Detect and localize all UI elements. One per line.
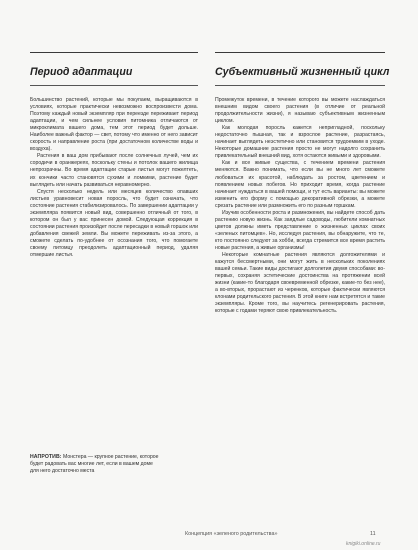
paragraph: Промежуток времени, в течение которого вы можете наслаждаться внешним видом своего растения (в отличие от реальной продолжительности жизни), я называю субъективным жизненным циклом. (215, 97, 385, 125)
paragraph: Как молодая поросль кажется непригладной, поскольку недостаточно пышная, так и взрослое растение, разрастаясь, начинает выглядеть неэстетично или становится трудоемким в уходе. Некоторые домашние растения просто не могут надолго сохранить привлекательный внешний вид, хотя остаются живыми и здоровыми. (215, 125, 385, 160)
page-footer (0, 531, 418, 541)
paragraph: Спустя несколько недель или месяцев количество опавших листьев уравновесит новая поросль, что будет означать, что состояние растения стабилизировалось. По завершении адаптации у экземпляра появится новый вид, совершенно отличный от того, в котором он был у вас принесен домой. Следующая коррекция в состоянии растения произойдет после пересадки в новый горшок или добавления свежей земли. Вы можете переживать из-за этого, а сможете сделать по-удобнее от осознания того, что помогаете своему питомцу преодолеть адаптационный период, удаляя отмершие листья. (30, 188, 198, 259)
section-heading-adaptation: Период адаптации (30, 66, 133, 78)
paragraph: Изучив особенности роста и размножения, вы найдете способ дать растению новую жизнь. Как заядлые садоводы, любители комнатных цветов должны иметь представление о жизненных циклах своих «зеленых питомцев». Но, исследуя растения, вы обнаружите, что те, кто постоянно следуют за хобби, всегда стремится все время растить новые растения, а живые организмы! (215, 209, 385, 251)
caption-lead: НАПРОТИВ: (30, 454, 62, 460)
paragraph: Некоторые комнатные растения являются долгожителями и кажутся бессмертными, они могут жить в нескольких поколениях вашей семьи. Такие виды достигают долголетия двумя способами: во-первых, сохраняя эстетические достоинства на протяжении всей жизни (какие-то благодаря своевременной обрезке, какие-то без нее), а во-вторых, прорастают из чеpенков, которые фактически являются клонами родительского растения. В этой книге нам встретятся и такие экземпляры. Кроме того, вы научитесь регенерировать растения, которые с годами теряют свою привлекательность. (215, 252, 385, 315)
caption-text: Монстера — крупное растение, которое будет радовать вас многие лет, если в вашем доме для него достаточно места (30, 454, 159, 474)
watermark: knigiki.online.ru (346, 541, 381, 547)
photo-caption (30, 454, 160, 475)
paragraph: Большинство растений, которые мы покупаем, выращиваются в условиях, которые практически невозможно воспроизвести дома. Поэтому каждый новый экземпляр при переезде переживает период адаптации, и чем сильнее условия питомника отличаются от микроклимата вашего дома, тем этот период будет дольше. Наиболее важный фактор — свет, потому что именно от него зависит скорость и направление роста (при достаточном количестве воды и воздуха). (30, 97, 198, 153)
right-body-text (215, 97, 385, 315)
right-top-rule (215, 52, 385, 53)
left-body-text (30, 97, 198, 259)
right-heading-rule (215, 85, 385, 86)
page-number: 11 (370, 531, 376, 537)
section-heading-life-cycle: Субъективный жизненный цикл (215, 66, 390, 78)
running-footer-title: Концепция «зеленого родительства» (185, 531, 278, 537)
paragraph: Как и все живые существа, с течением времени растения меняются. Важно понимать, что если вы не много лет сможете любоваться их красотой, наблюдать за ростом, цветением и появлением новых побегов. Но приходит время, когда растение начинает нуждаться в вашей помощи, и тут есть варианты: вы можете изменить его форму с помощью декоративной обрезки, а можете срезать растение или размножить его по разным горшкам. (215, 160, 385, 209)
left-heading-rule (30, 85, 198, 86)
left-top-rule (30, 52, 198, 53)
paragraph: Растения в ваш дом прибывают после солнечных лучей, чем их сородичи в оранжереях, поскольку стены и потолок вашего жилища непрозрачны. Во время адаптации старые листья могут пожелтеть, их кончики часто становятся сухими и ломкими, растение будет выглядеть или начать развиваться неравномерно. (30, 153, 198, 188)
